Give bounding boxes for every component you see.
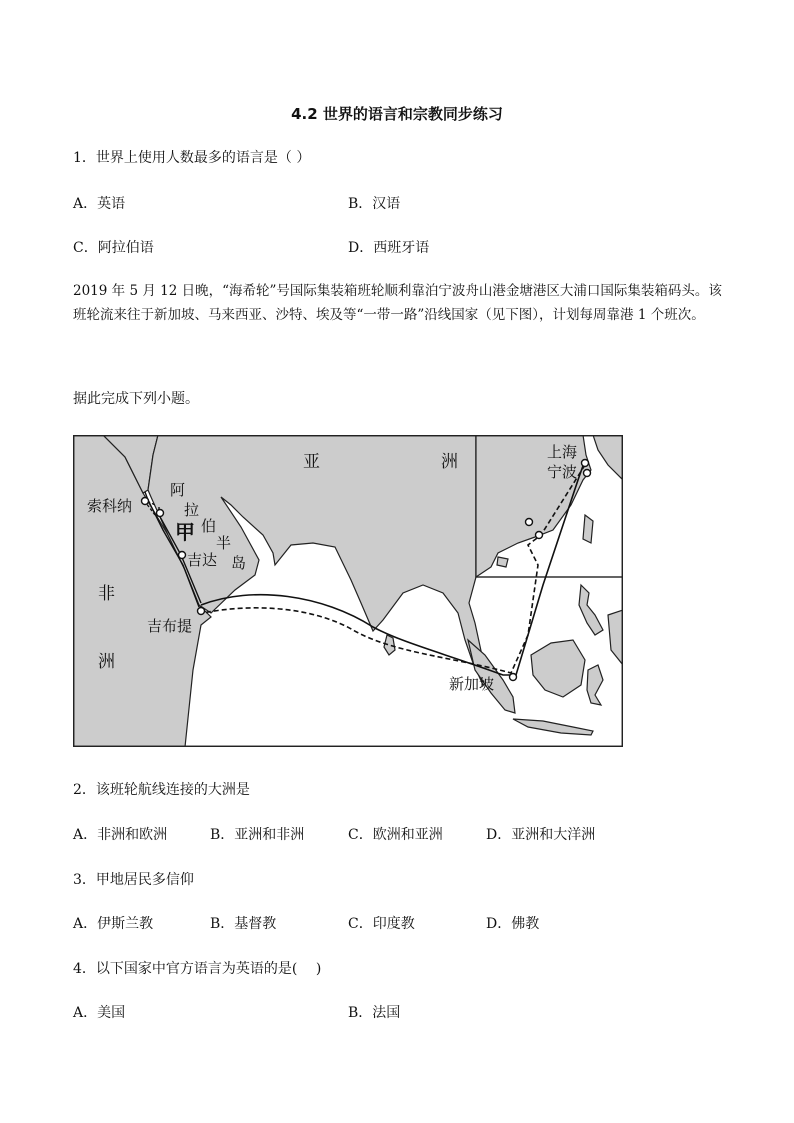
port-jeddah [179,552,186,559]
port-inset-2 [536,532,543,539]
q3-option-b: B．基督教 [210,916,277,932]
map-label-arabia-1: 阿 [170,481,186,499]
q1-option-d: D．西班牙语 [348,240,430,256]
port-inset-1 [526,519,533,526]
q1-option-a: A．英语 [73,196,126,212]
q3-option-a: A．伊斯兰教 [73,916,154,932]
port-djibouti [198,608,205,615]
map-label-ningbo: 宁波 [547,463,578,481]
port-ningbo [584,470,591,477]
q3-option-d: D．佛教 [486,916,540,932]
map-label-jeddah: 吉达 [187,551,218,569]
map-label-arabia-4: 半 [216,534,232,552]
map-label-jia: 甲 [175,520,195,544]
map-label-asia-1: 亚 [303,452,320,472]
passage-instruction: 据此完成下列小题。 [73,391,199,407]
map-label-djibouti: 吉布提 [147,617,193,635]
port-sokhna-2 [157,510,164,517]
q4-option-b: B．法国 [348,1005,401,1021]
map-label-sokhna: 索科纳 [87,497,133,515]
page-title: 4.2 世界的语言和宗教同步练习 [291,105,503,123]
port-singapore [510,674,517,681]
q4-stem: 4．以下国家中官方语言为英语的是( ) [73,961,322,977]
shipping-route-map [73,435,623,747]
map-label-shanghai: 上海 [547,443,578,461]
map-label-africa-1: 非 [98,584,115,604]
taiwan [583,515,593,543]
map-label-arabia-3: 伯 [201,517,217,535]
port-sokhna [142,498,149,505]
map-label-africa-2: 洲 [98,652,115,672]
map-label-singapore: 新加坡 [449,675,495,693]
q1-option-c: C．阿拉伯语 [73,240,154,256]
q3-stem: 3．甲地居民多信仰 [73,872,194,888]
q2-stem: 2．该班轮航线连接的大洲是 [73,782,250,798]
hainan [497,557,508,567]
q2-option-d: D．亚洲和大洋洲 [486,827,596,843]
q2-option-a: A．非洲和欧洲 [73,827,168,843]
map-label-asia-2: 洲 [441,452,458,472]
map-label-arabia-2: 拉 [184,501,200,519]
port-shanghai [582,460,589,467]
q4-option-a: A．美国 [73,1005,126,1021]
q2-option-b: B．亚洲和非洲 [210,827,305,843]
q1-stem: 1．世界上使用人数最多的语言是（ ） [73,150,311,166]
q2-option-c: C．欧洲和亚洲 [348,827,443,843]
passage-text: 2019 年 5 月 12 日晚，“海希轮”号国际集装箱班轮顺利靠泊宁波舟山港金塘港区大浦口国际集装箱码头。该班轮流来往于新加坡、马来西亚、沙特、埃及等“一带一路”沿线国家（见下图），计划每周靠港 1 个班次。 [73,283,722,323]
q1-option-b: B．汉语 [348,196,401,212]
q3-option-c: C．印度教 [348,916,415,932]
map-label-arabia-5: 岛 [231,554,247,572]
